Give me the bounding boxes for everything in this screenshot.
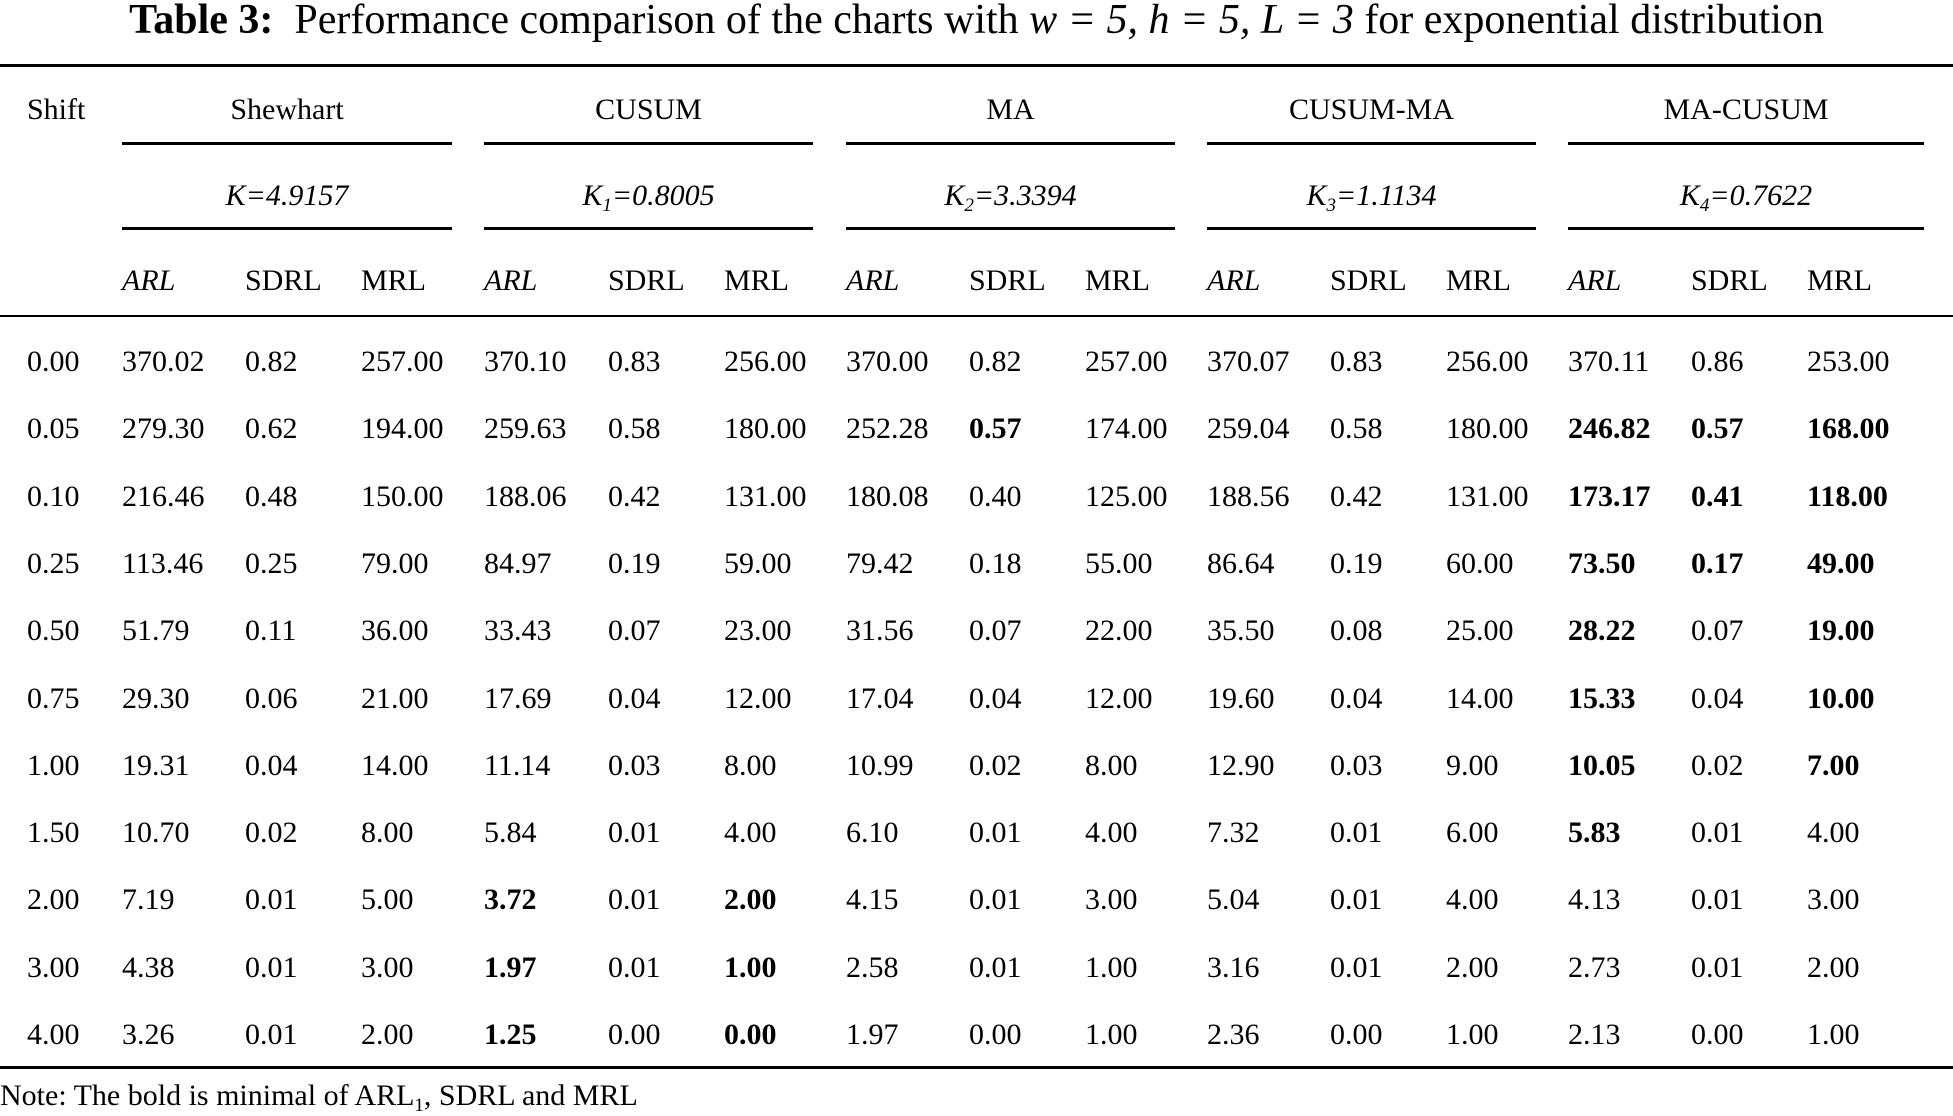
group-rule [1207,142,1536,145]
shift-cell: 0.75 [27,682,80,715]
table-cell: 17.04 [846,682,914,715]
table-cell: 3.00 [361,951,414,984]
table-cell: 0.04 [1691,682,1744,715]
table-cell: 10.05 [1568,749,1636,782]
table-cell: 1.97 [484,951,537,984]
table-cell: 2.00 [724,883,777,916]
table-cell: 3.00 [1807,883,1860,916]
note-sub: 1 [414,1095,424,1116]
k-subscript: 4 [1699,195,1710,216]
table-cell: 0.18 [969,547,1022,580]
table-cell: 0.04 [1330,682,1383,715]
subcolumn-arl: ARL [846,264,900,297]
table-cell: 0.08 [1330,614,1383,647]
group-header-ma-cusum: MA-CUSUM [1663,93,1829,126]
table-cell: 0.83 [1330,345,1383,378]
table-cell: 0.03 [1330,749,1383,782]
table-cell: 253.00 [1807,345,1890,378]
table-cell: 1.97 [846,1018,899,1051]
table-cell: 113.46 [122,547,204,580]
table-cell: 22.00 [1085,614,1153,647]
table-cell: 31.56 [846,614,914,647]
table-cell: 0.17 [1691,547,1744,580]
table-cell: 0.82 [969,345,1022,378]
group-rule [484,142,813,145]
table-cell: 21.00 [361,682,429,715]
table-cell: 9.00 [1446,749,1499,782]
table-cell: 2.58 [846,951,899,984]
table-cell: 2.00 [361,1018,414,1051]
table-cell: 0.01 [1330,816,1383,849]
header-bottom-rule [0,315,1953,317]
table-cell: 1.00 [1807,1018,1860,1051]
table-cell: 279.30 [122,412,205,445]
subcolumn-sdrl: SDRL [608,264,685,297]
table-cell: 3.72 [484,883,537,916]
table-cell: 257.00 [361,345,444,378]
table-cell: 1.00 [1446,1018,1499,1051]
table-cell: 370.10 [484,345,567,378]
table-cell: 55.00 [1085,547,1153,580]
table-cell: 4.00 [1807,816,1860,849]
table-cell: 0.86 [1691,345,1744,378]
table-cell: 49.00 [1807,547,1875,580]
table-cell: 0.00 [969,1018,1022,1051]
caption-text: Performance comparison of the charts with [294,0,1019,43]
table-cell: 10.99 [846,749,914,782]
table-cell: 188.56 [1207,480,1290,513]
table-cell: 23.00 [724,614,792,647]
table-cell: 19.60 [1207,682,1275,715]
table-cell: 5.84 [484,816,537,849]
table-cell: 0.01 [1330,951,1383,984]
table-cell: 33.43 [484,614,552,647]
table-cell: 0.82 [245,345,298,378]
table-cell: 0.19 [608,547,661,580]
k-parameter [1207,179,1536,216]
subcolumn-arl: ARL [1207,264,1261,297]
table-cell: 36.00 [361,614,429,647]
table-cell: 1.25 [484,1018,537,1051]
k-subscript: 1 [602,195,612,216]
table-cell: 0.01 [245,951,298,984]
table-cell: 73.50 [1568,547,1636,580]
shift-cell: 0.25 [27,547,80,580]
subcolumn-sdrl: SDRL [1691,264,1768,297]
table-cell: 0.04 [608,682,661,715]
group-rule [1568,142,1924,145]
table-cell: 246.82 [1568,412,1651,445]
k-subscript: 3 [1326,195,1336,216]
k-symbol: K [1306,179,1327,212]
shift-cell: 0.05 [27,412,80,445]
table-cell: 8.00 [724,749,777,782]
table-cell: 0.42 [608,480,661,513]
table-cell: 4.00 [1446,883,1499,916]
shift-cell: 3.00 [27,951,80,984]
table-cell: 131.00 [1446,480,1529,513]
table-cell: 10.00 [1807,682,1875,715]
table-cell: 4.15 [846,883,899,916]
k-value: =0.8005 [611,179,715,212]
table-cell: 188.06 [484,480,567,513]
table-cell: 0.00 [724,1018,777,1051]
table-cell: 8.00 [361,816,414,849]
table-cell: 2.00 [1807,951,1860,984]
subcolumn-arl: ARL [484,264,538,297]
table-cell: 0.04 [969,682,1022,715]
table-cell: 0.07 [1691,614,1744,647]
table-cell: 0.04 [245,749,298,782]
k-symbol: K [582,179,603,212]
shift-cell: 0.00 [27,345,80,378]
subcolumn-mrl: MRL [1085,264,1151,297]
table-cell: 0.00 [1330,1018,1383,1051]
table-cell: 4.00 [724,816,777,849]
group-rule [122,142,452,145]
table-cell: 19.00 [1807,614,1875,647]
table-cell: 1.00 [1085,1018,1138,1051]
table-cell: 194.00 [361,412,444,445]
table-cell: 0.02 [969,749,1022,782]
shift-cell: 0.10 [27,480,80,513]
group-k-rule [846,227,1175,230]
table-cell: 131.00 [724,480,807,513]
table-cell: 0.02 [1691,749,1744,782]
table-cell: 35.50 [1207,614,1275,647]
table-cell: 2.13 [1568,1018,1621,1051]
table-cell: 3.26 [122,1018,175,1051]
table-cell: 6.00 [1446,816,1499,849]
table-cell: 1.00 [1085,951,1138,984]
table-cell: 86.64 [1207,547,1275,580]
table-cell: 0.07 [969,614,1022,647]
group-k-rule [1207,227,1536,230]
group-k-rule [1568,227,1924,230]
table-cell: 0.42 [1330,480,1383,513]
table-cell: 4.13 [1568,883,1621,916]
table-cell: 1.00 [724,951,777,984]
k-subscript: 2 [964,195,974,216]
table-cell: 2.00 [1446,951,1499,984]
table-cell: 10.70 [122,816,190,849]
table-note [0,1079,638,1116]
table-cell: 0.48 [245,480,298,513]
table-cell: 12.90 [1207,749,1275,782]
table-cell: 0.07 [608,614,661,647]
table-cell: 0.41 [1691,480,1744,513]
table-cell: 370.11 [1568,345,1650,378]
table-cell: 0.01 [1691,816,1744,849]
k-symbol: K [944,179,965,212]
table-cell: 0.01 [245,1018,298,1051]
table-cell: 3.16 [1207,951,1260,984]
note-text: Note: The bold is minimal of ARL [0,1079,415,1112]
table-cell: 12.00 [1085,682,1153,715]
table-cell: 0.19 [1330,547,1383,580]
table-cell: 5.00 [361,883,414,916]
table-cell: 257.00 [1085,345,1168,378]
table-cell: 125.00 [1085,480,1168,513]
table-cell: 259.63 [484,412,567,445]
subcolumn-mrl: MRL [724,264,790,297]
k-value: =0.7622 [1709,179,1813,212]
table-cell: 7.32 [1207,816,1260,849]
table-cell: 0.40 [969,480,1022,513]
table-cell: 59.00 [724,547,792,580]
group-k-rule [484,227,813,230]
table-cell: 0.01 [969,883,1022,916]
table-cell: 7.19 [122,883,175,916]
table-cell: 0.25 [245,547,298,580]
subcolumn-mrl: MRL [1446,264,1512,297]
subcolumn-arl: ARL [1568,264,1622,297]
table-cell: 17.69 [484,682,552,715]
shift-cell: 1.00 [27,749,80,782]
table-cell: 370.00 [846,345,929,378]
table-cell: 15.33 [1568,682,1636,715]
subcolumn-mrl: MRL [361,264,427,297]
table-cell: 0.62 [245,412,298,445]
table-cell: 0.01 [608,951,661,984]
table-cell: 8.00 [1085,749,1138,782]
table-cell: 370.02 [122,345,205,378]
table-cell: 0.01 [608,883,661,916]
table-cell: 79.00 [361,547,429,580]
table-cell: 0.01 [1330,883,1383,916]
table-cell: 0.02 [245,816,298,849]
table-cell: 168.00 [1807,412,1890,445]
table-cell: 0.57 [969,412,1022,445]
note-text-end: , SDRL and MRL [423,1079,638,1112]
table-cell: 2.36 [1207,1018,1260,1051]
table-cell: 5.83 [1568,816,1621,849]
shift-cell: 4.00 [27,1018,80,1051]
subcolumn-sdrl: SDRL [969,264,1046,297]
subcolumn-sdrl: SDRL [1330,264,1407,297]
table-cell: 14.00 [1446,682,1514,715]
table-cell: 28.22 [1568,614,1636,647]
table-cell: 11.14 [484,749,551,782]
k-value: =4.9157 [245,179,349,212]
table-cell: 252.28 [846,412,929,445]
table-cell: 0.01 [969,951,1022,984]
table-cell: 7.00 [1807,749,1860,782]
table-cell: 0.57 [1691,412,1744,445]
table-cell: 0.06 [245,682,298,715]
subcolumn-mrl: MRL [1807,264,1873,297]
table-cell: 256.00 [1446,345,1529,378]
table-cell: 6.10 [846,816,899,849]
subcolumn-arl: ARL [122,264,176,297]
caption-text-end: for exponential distribution [1364,0,1824,43]
k-value: =1.1134 [1335,179,1437,212]
shift-cell: 1.50 [27,816,80,849]
table-cell: 5.04 [1207,883,1260,916]
table-cell: 216.46 [122,480,205,513]
shift-cell: 0.50 [27,614,80,647]
shift-cell: 2.00 [27,883,80,916]
table-cell: 256.00 [724,345,807,378]
table-cell: 0.01 [608,816,661,849]
top-rule [0,64,1953,67]
group-header-cusum: CUSUM [595,93,702,126]
bottom-rule [0,1066,1953,1069]
table-cell: 14.00 [361,749,429,782]
table-cell: 0.03 [608,749,661,782]
table-cell: 180.00 [1446,412,1529,445]
table-cell: 3.00 [1085,883,1138,916]
group-header-shewhart: Shewhart [230,93,344,126]
table-cell: 84.97 [484,547,552,580]
table-cell: 150.00 [361,480,444,513]
table-cell: 0.01 [969,816,1022,849]
caption-label: Table 3: [129,0,274,43]
table-cell: 0.00 [1691,1018,1744,1051]
table-cell: 0.01 [1691,951,1744,984]
table-cell: 174.00 [1085,412,1168,445]
table-cell: 0.01 [1691,883,1744,916]
table-cell: 0.01 [245,883,298,916]
k-parameter [846,179,1175,216]
table-cell: 4.38 [122,951,175,984]
caption-params: w = 5, h = 5, L = 3 [1029,0,1354,43]
table-cell: 0.00 [608,1018,661,1051]
table-cell: 0.83 [608,345,661,378]
table-cell: 4.00 [1085,816,1138,849]
k-parameter [484,179,813,216]
table-cell: 118.00 [1807,480,1888,513]
table-caption [0,0,1953,42]
table-cell: 51.79 [122,614,190,647]
shift-header: Shift [27,93,86,126]
group-k-rule [122,227,452,230]
subcolumn-sdrl: SDRL [245,264,322,297]
table-cell: 19.31 [122,749,190,782]
k-parameter [1568,179,1924,216]
k-symbol: K [1679,179,1700,212]
k-parameter [122,179,452,213]
table-cell: 60.00 [1446,547,1514,580]
table-cell: 2.73 [1568,951,1621,984]
table-cell: 29.30 [122,682,190,715]
table-cell: 0.11 [245,614,297,647]
table-cell: 259.04 [1207,412,1290,445]
group-header-cusum-ma: CUSUM-MA [1288,93,1455,126]
k-value: =3.3394 [973,179,1077,212]
table-cell: 25.00 [1446,614,1514,647]
table-cell: 180.08 [846,480,929,513]
k-symbol: K [225,179,246,212]
group-rule [846,142,1175,145]
table-cell: 0.58 [1330,412,1383,445]
table-cell: 12.00 [724,682,792,715]
table-cell: 0.58 [608,412,661,445]
table-cell: 180.00 [724,412,807,445]
table-cell: 79.42 [846,547,914,580]
table-cell: 370.07 [1207,345,1290,378]
table-cell: 173.17 [1568,480,1651,513]
group-header-ma: MA [986,93,1035,126]
